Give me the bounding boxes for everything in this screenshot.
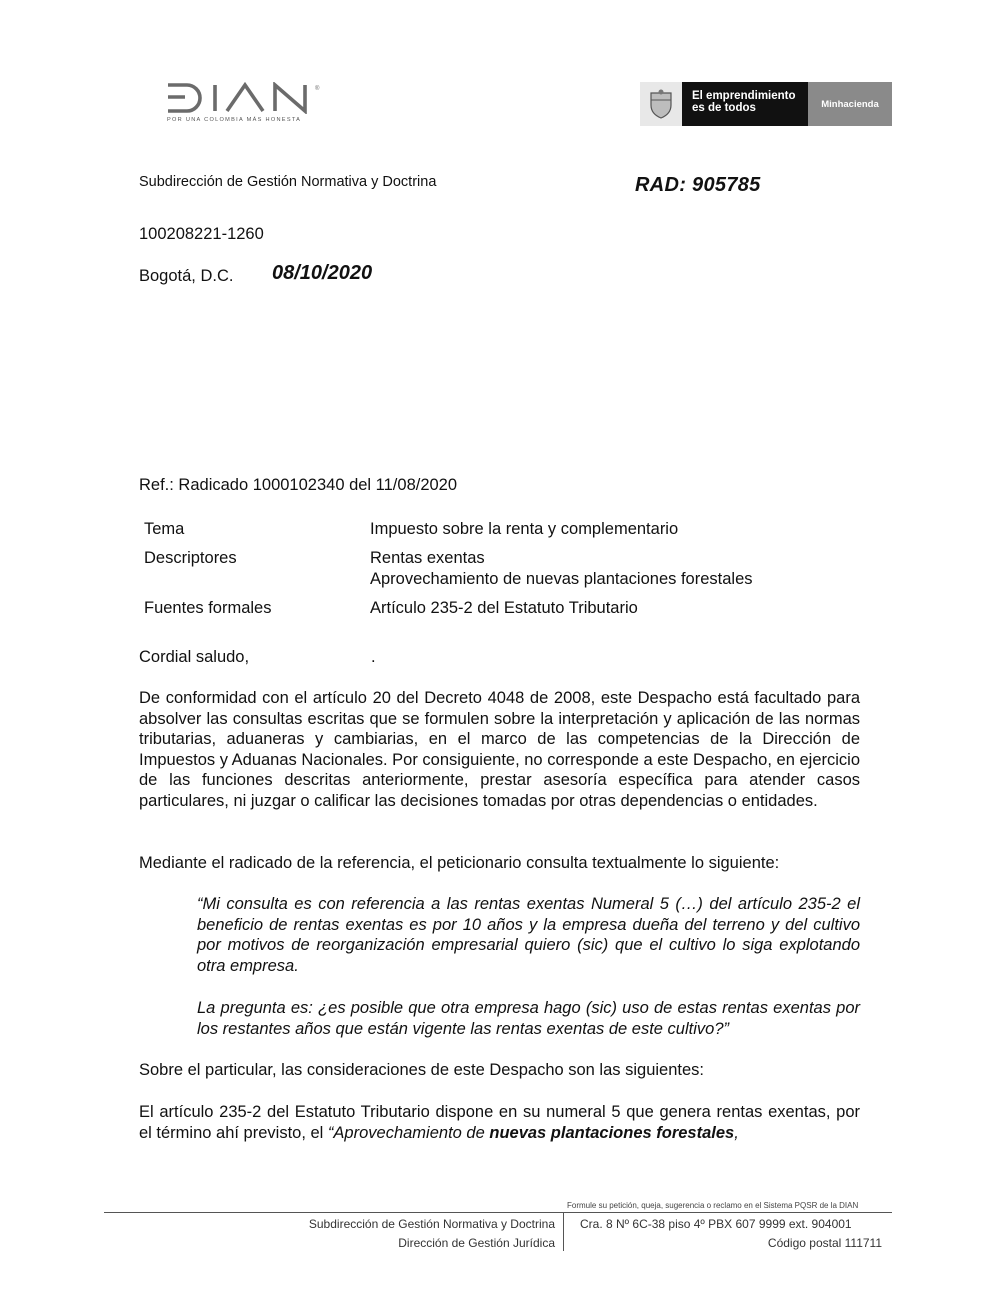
meta-value: [370, 598, 859, 619]
meta-value-line: Aprovechamiento de nuevas plantaciones forestales: [370, 570, 753, 588]
greeting-dot: .: [371, 648, 376, 666]
ministry-label: Minhacienda: [808, 82, 892, 126]
metadata-table: [139, 519, 859, 627]
footer-address: [580, 1215, 882, 1253]
greeting: Cordial saludo,: [139, 648, 250, 666]
svg-text:®: ®: [315, 86, 320, 92]
meta-value-line: Rentas exentas: [370, 549, 485, 567]
document-date: 08/10/2020: [272, 262, 373, 284]
paragraph-competence: De conformidad con el artículo 20 del Decreto 4048 de 2008, este Despacho está facultado para absolver las consultas escritas que se formulen sobre la interpretación y aplicación de las normas tributarias, aduaneras y cambiarias, en el marco de las competencias de la Dirección de Impuestos y Aduanas Nacionales. Por consiguiente, no corresponde a este Despacho, en ejercicio de las funciones descritas anteriormente, prestar asesoría específica para atender casos particulares, ni juzgar o calificar las decisiones tomadas por otras dependencias o entidades.: [139, 689, 860, 810]
footer-office-line1: Subdirección de Gestión Normativa y Doctrina: [308, 1217, 555, 1231]
dian-logo-wordmark: [165, 82, 325, 114]
meta-value: [370, 548, 859, 590]
quote-question: La pregunta es: ¿es posible que otra empresa hago (sic) uso de estas rentas exentas por los restantes años que están vigente las rentas exentas de este cultivo?”: [197, 999, 860, 1038]
gov-slogan-line1: El emprendimiento: [692, 90, 796, 102]
footer-postal-code: Código postal 111711: [767, 1236, 882, 1250]
footer-vertical-divider: [563, 1213, 564, 1251]
reference-line: Ref.: Radicado 1000102340 del 11/08/2020: [139, 476, 458, 494]
office-name: Subdirección de Gestión Normativa y Doctrina: [139, 174, 437, 190]
meta-label: Fuentes formales: [144, 599, 272, 617]
footer-pqsr-note: Formule su petición, queja, sugerencia o reclamo en el Sistema PQSR de la DIAN: [567, 1201, 859, 1210]
coat-of-arms-icon: [640, 82, 682, 126]
meta-label: Descriptores: [144, 549, 237, 567]
footer-office-line2: Dirección de Gestión Jurídica: [398, 1236, 555, 1250]
footer-divider: [104, 1212, 892, 1213]
meta-label: Tema: [144, 520, 185, 538]
gov-slogan-line2: es de todos: [692, 102, 756, 114]
article-quote: “Aprovechamiento de: [327, 1123, 490, 1142]
meta-row-descriptores: [139, 548, 859, 590]
paragraph-considerations: Sobre el particular, las consideraciones de este Despacho son las siguientes:: [139, 1061, 704, 1079]
meta-value: [370, 519, 859, 540]
article-quote-bold: nuevas plantaciones forestales: [489, 1123, 735, 1142]
article-quote-end: ,: [734, 1123, 739, 1142]
document-number: 100208221-1260: [139, 225, 264, 243]
article-text: El artículo 235-2 del Estatuto Tributario dispone en su numeral 5 que genera rentas exentas, por el término ahí previsto, el: [139, 1103, 860, 1142]
meta-value-line: Impuesto sobre la renta y complementario: [370, 520, 679, 538]
meta-row-tema: [139, 519, 859, 540]
meta-value-line: Artículo 235-2 del Estatuto Tributario: [370, 599, 638, 617]
paragraph-article: [139, 1102, 860, 1143]
paragraph-consultation-intro: Mediante el radicado de la referencia, el peticionario consulta textualmente lo siguiente:: [139, 854, 780, 872]
dian-logo: [165, 82, 325, 128]
rad-number: RAD: 905785: [635, 174, 761, 196]
meta-row-fuentes: [139, 598, 859, 619]
quote-consultation: “Mi consulta es con referencia a las rentas exentas Numeral 5 (…) del artículo 235-2 el beneficio de rentas exentas es por 10 años y la empresa dueña del terreno y del cultivo por motivos de reorganización empresarial quiero (sic) que el cultivo lo siga explotando otra empresa.: [197, 895, 860, 975]
dian-tagline: POR UNA COLOMBIA MÁS HONESTA: [167, 117, 302, 123]
footer-office: [240, 1215, 555, 1253]
city: Bogotá, D.C.: [139, 267, 234, 285]
government-logo: [640, 82, 892, 126]
footer-address-line1: Cra. 8 Nº 6C-38 piso 4º PBX 607 9999 ext. 904001: [580, 1217, 852, 1231]
gov-slogan: [682, 82, 808, 126]
